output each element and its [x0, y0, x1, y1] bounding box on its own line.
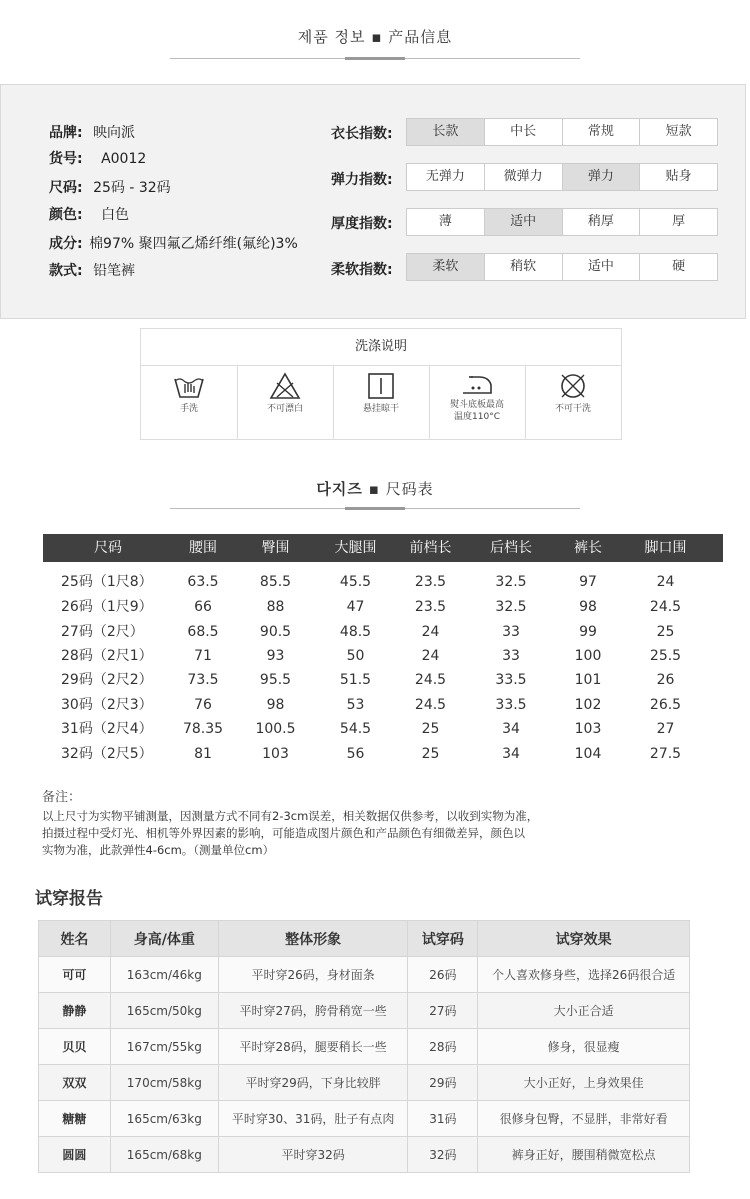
table-row	[39, 1029, 690, 1065]
trial-cell: 28码	[408, 1029, 478, 1065]
size-cell: 99	[579, 624, 597, 640]
softness-option-medium: 适中	[563, 254, 641, 280]
size-cell: 26	[656, 672, 675, 688]
size-cell: 45.5	[339, 574, 372, 590]
trial-cell: 圆圆	[39, 1137, 111, 1173]
size-cell: 24	[421, 648, 440, 664]
trial-col-header: 试穿码	[408, 921, 478, 957]
size-cell: 31码（2尺4）	[61, 721, 153, 737]
size-cell: 88	[266, 599, 285, 615]
wash-label: 不可漂白	[266, 404, 303, 414]
size-cell: 25	[421, 746, 440, 762]
size-cell: 33	[502, 648, 520, 664]
header-underline	[345, 507, 405, 510]
size-cell: 98	[579, 599, 597, 615]
size-cell: 25.5	[649, 648, 682, 664]
size-cell: 78.35	[182, 721, 224, 737]
size-cell: 33.5	[495, 672, 527, 688]
hang-dry-icon	[333, 371, 429, 401]
size-cell: 32.5	[495, 574, 527, 590]
size-cell: 48.5	[339, 624, 372, 640]
wash-item-hang-dry	[333, 365, 430, 439]
header-line-right	[405, 58, 580, 59]
size-cell: 27	[656, 721, 675, 737]
size-cell: 63.5	[187, 574, 219, 590]
info-value: 白色	[101, 207, 130, 223]
wash-item-iron	[429, 365, 526, 439]
size-cell: 24.5	[414, 672, 447, 688]
trial-cell: 165cm/63kg	[110, 1101, 218, 1137]
size-cell: 34	[502, 746, 520, 762]
size-chart-header	[0, 478, 750, 499]
wash-label: 熨斗底板最高	[449, 400, 504, 410]
trial-cell: 27码	[408, 993, 478, 1029]
table-row	[39, 1137, 690, 1173]
table-row	[39, 957, 690, 993]
trial-report-title: 试穿报告	[35, 889, 103, 909]
product-info-box	[0, 84, 746, 319]
size-cell: 101	[574, 672, 602, 688]
no-dry-clean-icon	[525, 371, 621, 401]
iron-icon	[429, 371, 525, 397]
size-cell: 104	[574, 746, 602, 762]
info-key: 款式:	[49, 263, 83, 279]
size-cell: 28码（2尺1）	[61, 648, 153, 664]
size-cell: 29码（2尺2）	[61, 672, 153, 688]
trial-cell: 平时穿28码，腿要稍长一些	[218, 1029, 408, 1065]
length-index-label: 衣长指数:	[331, 126, 393, 142]
trial-cell: 170cm/58kg	[110, 1065, 218, 1101]
wash-item-no-dry-clean	[525, 365, 621, 439]
wash-label: 悬挂晾干	[362, 404, 399, 414]
info-row-brand	[49, 122, 135, 142]
size-cell: 53	[346, 697, 365, 713]
wash-item-hand-wash	[141, 365, 238, 439]
trial-cell: 29码	[408, 1065, 478, 1101]
size-cell: 23.5	[414, 599, 447, 615]
elastic-index-label: 弹力指数:	[331, 172, 393, 188]
wash-instructions	[140, 328, 622, 440]
thickness-option-slightly-thick: 稍厚	[563, 209, 641, 235]
table-row	[39, 993, 690, 1029]
size-cell: 26.5	[649, 697, 682, 713]
size-cell: 98	[266, 697, 285, 713]
length-option-short: 短款	[665, 124, 692, 139]
trial-report-table	[38, 920, 690, 1173]
softness-index-options	[406, 253, 718, 281]
size-cell: 97	[579, 574, 597, 590]
info-row-color	[49, 204, 129, 224]
size-cell: 47	[346, 599, 365, 615]
size-cell: 32码（2尺5）	[61, 746, 153, 762]
trial-cell: 大小正好，上身效果佳	[478, 1065, 690, 1101]
info-value: 铅笔裤	[93, 263, 136, 279]
trial-cell: 31码	[408, 1101, 478, 1137]
trial-col-header: 试穿效果	[478, 921, 690, 957]
size-cell: 24.5	[414, 697, 447, 713]
thickness-index-options	[406, 208, 718, 236]
size-cell: 33.5	[495, 697, 527, 713]
size-col-header: 前档长	[409, 540, 452, 556]
size-col-header: 后档长	[490, 540, 532, 556]
trial-cell: 糖糖	[39, 1101, 111, 1137]
elastic-option-none: 无弹力	[407, 164, 485, 190]
info-key: 尺码:	[49, 180, 83, 196]
header-sep: ▪	[368, 480, 380, 498]
size-cell: 27.5	[649, 746, 682, 762]
info-value: A0012	[101, 151, 147, 167]
size-cell: 90.5	[259, 624, 292, 640]
trial-cell: 32码	[408, 1137, 478, 1173]
header-line-right	[405, 508, 580, 509]
trial-cell: 平时穿30、31码，肚子有点肉	[218, 1101, 408, 1137]
info-row-size	[49, 177, 171, 197]
size-cell: 76	[194, 697, 212, 713]
trial-cell: 165cm/50kg	[110, 993, 218, 1029]
size-cell: 73.5	[187, 672, 219, 688]
thickness-option-medium: 适中	[485, 209, 563, 235]
header-korean: 다지즈	[316, 480, 363, 498]
thickness-option-thin: 薄	[407, 209, 485, 235]
size-cell: 24.5	[649, 599, 682, 615]
thickness-option-thick: 厚	[672, 214, 686, 229]
trial-cell: 静静	[39, 993, 111, 1029]
elastic-index-options	[406, 163, 718, 191]
header-line-left	[170, 508, 345, 509]
no-bleach-icon	[237, 371, 333, 401]
hand-wash-icon	[141, 371, 237, 401]
size-col-header: 脚口围	[644, 540, 687, 556]
size-cell: 93	[266, 648, 285, 664]
wash-title: 洗涤说明	[141, 329, 621, 366]
notes-line: 拍摄过程中受灯光、相机等外界因素的影响，可能造成图片颜色和产品颜色有细微差异，颜色以	[42, 826, 525, 840]
trial-cell: 双双	[39, 1065, 111, 1101]
size-table-header	[43, 534, 723, 562]
trial-cell: 平时穿32码	[218, 1137, 408, 1173]
length-index-options	[406, 118, 718, 146]
softness-option-soft: 柔软	[407, 254, 485, 280]
trial-col-header: 姓名	[39, 921, 111, 957]
wash-label-line2: 温度110°C	[454, 412, 500, 422]
size-cell: 56	[346, 746, 365, 762]
info-value: 映向派	[93, 125, 136, 141]
trial-cell: 可可	[39, 957, 111, 993]
header-chinese: 尺码表	[385, 480, 434, 498]
size-cell: 25	[421, 721, 440, 737]
notes-title: 备注：	[42, 790, 82, 805]
trial-cell: 平时穿29码，下身比较胖	[218, 1065, 408, 1101]
length-option-regular: 常规	[563, 119, 641, 145]
length-option-mid: 中长	[485, 119, 563, 145]
size-cell: 25	[656, 624, 675, 640]
size-col-header: 尺码	[94, 540, 122, 556]
size-cell: 24	[656, 574, 675, 590]
info-value: 25码 - 32码	[93, 180, 171, 196]
header-sep: ▪	[371, 28, 383, 46]
size-cell: 50	[346, 648, 365, 664]
info-row-material	[49, 233, 298, 253]
size-cell: 100	[574, 648, 602, 664]
trial-col-header: 整体形象	[218, 921, 408, 957]
wash-label: 手洗	[179, 404, 198, 414]
info-row-style	[49, 260, 135, 280]
size-cell: 32.5	[495, 599, 527, 615]
size-cell: 85.5	[259, 574, 292, 590]
size-cell: 68.5	[187, 624, 219, 640]
info-row-sku	[49, 148, 146, 168]
size-cell: 54.5	[339, 721, 372, 737]
trial-cell: 很修身包臀，不显胖，非常好看	[478, 1101, 690, 1137]
trial-cell: 平时穿26码，身材面条	[218, 957, 408, 993]
size-cell: 27码（2尺）	[61, 624, 144, 640]
size-cell: 25码（1尺8）	[61, 574, 153, 590]
softness-index-label: 柔软指数:	[331, 262, 393, 278]
elastic-option-fitted: 贴身	[665, 169, 692, 184]
size-cell: 103	[262, 746, 289, 762]
size-cell: 34	[502, 721, 520, 737]
trial-cell: 修身，很显瘦	[478, 1029, 690, 1065]
size-col-header: 裤长	[574, 540, 602, 556]
trial-cell: 26码	[408, 957, 478, 993]
info-key: 品牌:	[49, 125, 83, 141]
trial-cell: 平时穿27码，胯骨稍宽一些	[218, 993, 408, 1029]
trial-header-row	[39, 921, 690, 957]
header-korean: 제품 정보	[297, 28, 366, 46]
trial-cell: 贝贝	[39, 1029, 111, 1065]
trial-cell: 裤身正好，腰围稍微宽松点	[478, 1137, 690, 1173]
wash-item-no-bleach	[237, 365, 334, 439]
size-col-header: 臀围	[261, 540, 290, 556]
trial-cell: 167cm/55kg	[110, 1029, 218, 1065]
table-row	[39, 1101, 690, 1137]
trial-cell: 163cm/46kg	[110, 957, 218, 993]
trial-cell: 个人喜欢修身些，选择26码很合适	[478, 957, 690, 993]
info-key: 货号:	[49, 151, 83, 167]
trial-cell: 大小正合适	[478, 993, 690, 1029]
length-option-long: 长款	[407, 119, 485, 145]
notes-line: 实物为准，此款弹性4-6cm。（测量单位cm）	[42, 843, 275, 857]
size-cell: 66	[194, 599, 212, 615]
trial-cell: 165cm/68kg	[110, 1137, 218, 1173]
size-cell: 26码（1尺9）	[61, 599, 153, 615]
notes-text	[42, 808, 602, 859]
size-cell: 51.5	[339, 672, 372, 688]
size-col-header: 腰围	[189, 540, 217, 556]
softness-option-slightly-soft: 稍软	[485, 254, 563, 280]
size-cell: 95.5	[259, 672, 292, 688]
product-info-header	[0, 26, 750, 47]
header-chinese: 产品信息	[388, 28, 453, 46]
wash-label: 不可干洗	[554, 404, 591, 414]
size-cell: 81	[194, 746, 212, 762]
header-line-left	[170, 58, 345, 59]
thickness-index-label: 厚度指数:	[331, 216, 393, 232]
header-underline	[345, 57, 405, 60]
elastic-option-elastic: 弹力	[563, 164, 641, 190]
info-key: 颜色:	[49, 207, 83, 223]
softness-option-hard: 硬	[672, 259, 686, 274]
elastic-option-slight: 微弹力	[485, 164, 563, 190]
size-col-header: 大腿围	[334, 540, 377, 556]
notes-line: 以上尺寸为实物平铺测量，因测量方式不同有2-3cm误差，相关数据仅供参考，以收到实物为准，	[42, 809, 539, 823]
size-cell: 33	[502, 624, 520, 640]
size-cell: 102	[574, 697, 602, 713]
size-cell: 30码（2尺3）	[61, 697, 153, 713]
size-cell: 103	[574, 721, 602, 737]
size-cell: 71	[194, 648, 212, 664]
size-cell: 100.5	[255, 721, 296, 737]
trial-col-header: 身高/体重	[110, 921, 218, 957]
size-cell: 24	[421, 624, 440, 640]
info-key: 成分:	[49, 236, 83, 252]
info-value: 棉97% 聚四氟乙烯纤维(氟纶)3%	[89, 236, 298, 252]
table-row	[39, 1065, 690, 1101]
size-cell: 23.5	[414, 574, 447, 590]
